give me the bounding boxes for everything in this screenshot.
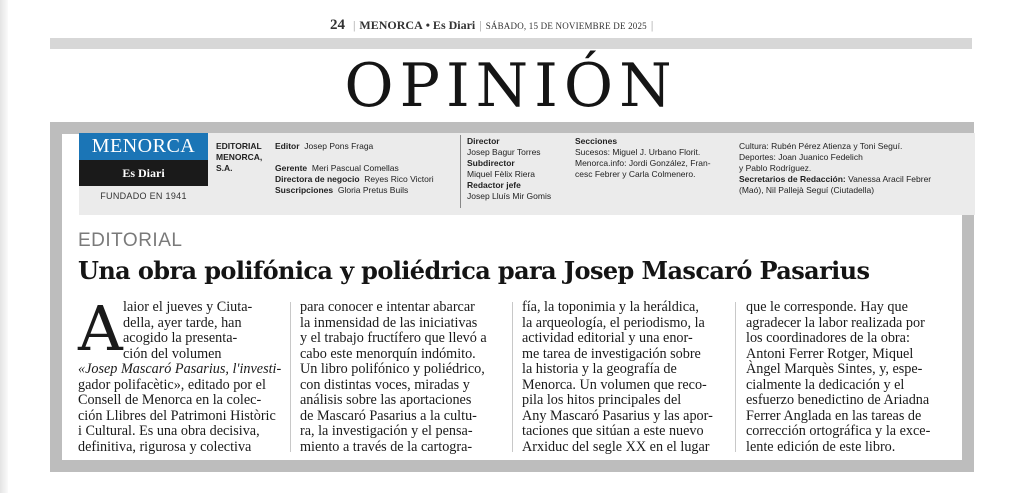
page-edge xyxy=(0,0,8,493)
header-band xyxy=(50,38,972,49)
folio-date: SÁBADO, 15 DE NOVIEMBRE DE 2025 xyxy=(485,21,647,31)
article-column-1: laior el jueves y Ciuta- della, ayer tarde, han acogido la presenta- ción del volumen xyxy=(123,299,253,362)
masthead-editors: Cultura: Rubén Pérez Atienza y Toni Seguí. Deportes: Joan Juanico Fedelich y Pablo Rodríguez. Secretarios de Redacción: Vanessa Aracil Febrer (Maó), Nil Pallejà Seguí (Ciutadella) xyxy=(739,141,932,195)
article-column-3: fía, la toponimia y la heráldica, la arqueología, el periodismo, la actividad editorial y una enor- me tarea de investigación sobre la historia y la geografía de Menorca. Un volumen que reco- pila los hitos principales del Any Mascaró Pasarius y las apor- taciones que sitúan a este nuevo Arxiduc del segle XX en el lugar xyxy=(522,299,713,455)
masthead-direction: Director Josep Bagur Torres Subdirector Miquel Fèlix Riera Redactor jefe Josep Lluís Mir Gomis xyxy=(467,136,552,201)
founded-label: FUNDADO EN 1941 xyxy=(100,191,187,201)
editorial-label: EDITORIAL xyxy=(78,230,183,251)
page-folio: 24 | MENORCA • Es Diari | SÁBADO, 15 DE NOVIEMBRE DE 2025 | xyxy=(330,17,654,33)
masthead xyxy=(79,133,975,215)
logo-menorca: MENORCA xyxy=(79,133,208,160)
masthead-divider xyxy=(460,135,461,208)
logo-es-diari: Es Diari xyxy=(79,160,208,186)
column-rule xyxy=(512,302,513,452)
folio-publication: MENORCA xyxy=(359,18,423,32)
masthead-management: Editor Josep Pons Fraga Gerente Meri Pascual Comellas Directora de negocio Reyes Rico Victori Suscripciones Gloria Pretus Buils xyxy=(275,141,434,195)
drop-cap: A xyxy=(78,292,123,365)
masthead-company: EDITORIAL MENORCA, S.A. xyxy=(216,141,263,173)
article-column-4: que le corresponde. Hay que agradecer la labor realizada por los coordinadores de la obra: Antoni Ferrer Rotger, Miquel Àngel Marquès Sintes, y, espe- cialmente la dedicación y el esfuerzo benedictino de Ariadna Ferrer Anglada en las tareas de corrección ortográfica y la exce- lente edición de este libro. xyxy=(746,299,931,455)
column-rule xyxy=(735,302,736,452)
folio-publication-suffix: • Es Diari xyxy=(425,18,476,32)
article-column-1-cont: «Josep Mascaró Pasarius, l'investi- gador polifacètic», editado por el Consell de Menorca en la colec- ción Llibres del Patrimoni Històric i Cultural. Es una obra decisiva, definitiva, rigurosa y colectiva xyxy=(78,361,282,455)
masthead-sections: Secciones Sucesos: Miguel J. Urbano Florit. Menorca.info: Jordi González, Fran- cesc Febrer y Carla Colmenero. xyxy=(575,136,711,179)
article-column-2: para conocer e intentar abarcar la inmensidad de las iniciativas y el trabajo fructífero que llevó a cabo este menorquín indómito. Un libro polifónico y poliédrico, con distintas voces, miradas y análisis sobre las aportaciones de Mascaró Pasarius a la cultu- ra, la investigación y el pensa- miento a través de la cartogra- xyxy=(300,299,487,455)
column-rule xyxy=(290,302,291,452)
page-number: 24 xyxy=(330,17,345,33)
section-title: OPINIÓN xyxy=(344,51,678,121)
article-headline: Una obra polifónica y poliédrica para Josep Mascaró Pasarius xyxy=(78,256,870,285)
